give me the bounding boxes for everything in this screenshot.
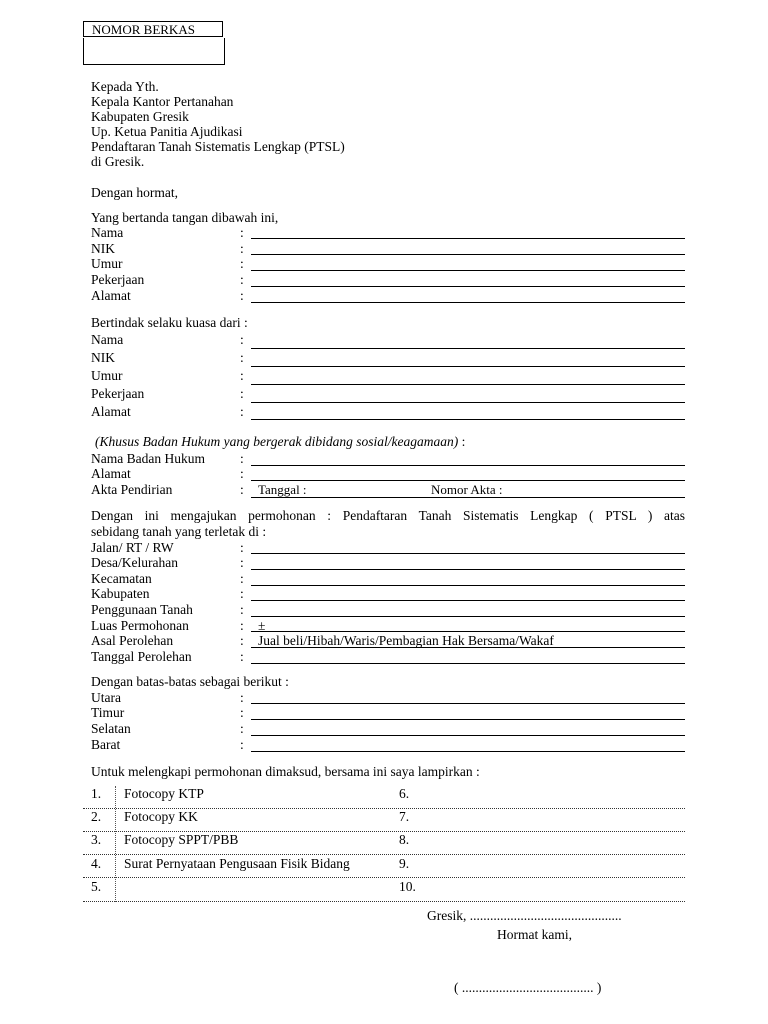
proxy-label-nama: Nama <box>91 332 124 347</box>
colon: : <box>240 386 244 401</box>
colon: : <box>240 368 244 383</box>
address-line-2: Kepala Kantor Pertanahan <box>91 94 234 109</box>
applicant-label-umur: Umur <box>91 256 123 271</box>
land-label-kabupaten: Kabupaten <box>91 586 150 601</box>
legal-entity-intro <box>95 434 465 450</box>
attachment-row-line[interactable] <box>83 854 685 855</box>
boundary-selatan-line[interactable] <box>251 735 685 736</box>
proxy-alamat-line[interactable] <box>251 419 685 420</box>
regards: Hormat kami, <box>497 927 572 942</box>
file-number-label: NOMOR BERKAS <box>83 21 223 37</box>
attachment-item: Surat Pernyataan Pengusaan Fisik Bidang <box>124 856 350 871</box>
attachment-no: 4. <box>91 856 102 871</box>
boundary-utara-line[interactable] <box>251 703 685 704</box>
land-label-desa: Desa/Kelurahan <box>91 555 178 570</box>
attachment-no: 1. <box>91 786 102 801</box>
akta-number-label: Nomor Akta : <box>431 482 503 497</box>
legal-label-address: Alamat <box>91 466 131 481</box>
boundary-timur-line[interactable] <box>251 719 685 720</box>
colon: : <box>240 586 244 601</box>
boundary-label-barat: Barat <box>91 737 121 752</box>
colon: : <box>240 737 244 752</box>
legal-address-line[interactable] <box>251 480 685 481</box>
colon: : <box>240 690 244 705</box>
colon: : <box>240 288 244 303</box>
place-date[interactable]: Gresik, ............................................. <box>427 908 622 923</box>
proxy-label-nik: NIK <box>91 350 115 365</box>
land-luas-line[interactable] <box>251 631 685 632</box>
applicant-nik-line[interactable] <box>251 254 685 255</box>
address-line-3: Kabupaten Gresik <box>91 109 189 124</box>
akta-date-label: Tanggal : <box>258 482 307 497</box>
asal-value: Jual beli/Hibah/Waris/Pembagian Hak Bersama/Wakaf <box>258 633 554 648</box>
proxy-label-alamat: Alamat <box>91 404 131 419</box>
signature-line[interactable]: ( ....................................... ) <box>454 980 602 995</box>
attachment-item: Fotocopy KK <box>124 809 198 824</box>
land-kabupaten-line[interactable] <box>251 600 685 601</box>
greeting: Dengan hormat, <box>91 185 178 200</box>
land-kecamatan-line[interactable] <box>251 585 685 586</box>
luas-value: ± <box>258 618 266 633</box>
land-label-kecamatan: Kecamatan <box>91 571 152 586</box>
attachment-item: Fotocopy KTP <box>124 786 204 801</box>
file-number-field[interactable] <box>83 38 225 65</box>
boundary-label-selatan: Selatan <box>91 721 131 736</box>
land-jalan-line[interactable] <box>251 553 685 554</box>
request-line-1: Dengan ini mengajukan permohonan : Pendaftaran Tanah Sistematis Lengkap ( PTSL ) atas <box>91 508 685 523</box>
applicant-label-nama: Nama <box>91 225 124 240</box>
attachment-row-line[interactable] <box>83 901 685 902</box>
colon: : <box>240 482 244 497</box>
attachment-no: 9. <box>399 856 410 871</box>
land-label-tanggal: Tanggal Perolehan <box>91 649 192 664</box>
colon: : <box>240 332 244 347</box>
colon: : <box>240 404 244 419</box>
land-label-asal: Asal Perolehan <box>91 633 174 648</box>
colon: : <box>240 649 244 664</box>
boundaries-intro: Dengan batas-batas sebagai berikut : <box>91 674 289 689</box>
colon: : <box>240 466 244 481</box>
attachment-no: 5. <box>91 879 102 894</box>
proxy-nama-line[interactable] <box>251 348 685 349</box>
attachment-number-divider <box>115 786 116 902</box>
proxy-label-pekerjaan: Pekerjaan <box>91 386 145 401</box>
proxy-pekerjaan-line[interactable] <box>251 402 685 403</box>
attachment-no: 7. <box>399 809 410 824</box>
applicant-label-nik: NIK <box>91 241 115 256</box>
colon: : <box>240 633 244 648</box>
land-penggunaan-line[interactable] <box>251 616 685 617</box>
applicant-label-alamat: Alamat <box>91 288 131 303</box>
land-label-jalan: Jalan/ RT / RW <box>91 540 174 555</box>
colon: : <box>240 602 244 617</box>
address-line-1: Kepada Yth. <box>91 79 159 94</box>
attachment-no: 10. <box>399 879 416 894</box>
land-label-penggunaan: Penggunaan Tanah <box>91 602 193 617</box>
legal-label-akta: Akta Pendirian <box>91 482 173 497</box>
colon: : <box>240 555 244 570</box>
legal-entity-intro-suffix: : <box>458 434 466 449</box>
colon: : <box>240 705 244 720</box>
boundary-label-timur: Timur <box>91 705 125 720</box>
address-line-6: di Gresik. <box>91 154 145 169</box>
attachment-no: 8. <box>399 832 410 847</box>
address-line-4: Up. Ketua Panitia Ajudikasi <box>91 124 243 139</box>
applicant-alamat-line[interactable] <box>251 302 685 303</box>
applicant-pekerjaan-line[interactable] <box>251 286 685 287</box>
attachment-row-line[interactable] <box>83 877 685 878</box>
attachments-intro: Untuk melengkapi permohonan dimaksud, bersama ini saya lampirkan : <box>91 764 480 779</box>
colon: : <box>240 451 244 466</box>
proxy-intro: Bertindak selaku kuasa dari : <box>91 315 248 330</box>
request-line-2: sebidang tanah yang terletak di : <box>91 524 267 539</box>
legal-name-line[interactable] <box>251 465 685 466</box>
land-tanggal-line[interactable] <box>251 663 685 664</box>
proxy-nik-line[interactable] <box>251 366 685 367</box>
colon: : <box>240 540 244 555</box>
colon: : <box>240 241 244 256</box>
attachment-item: Fotocopy SPPT/PBB <box>124 832 239 847</box>
colon: : <box>240 256 244 271</box>
colon: : <box>240 618 244 633</box>
address-line-5: Pendaftaran Tanah Sistematis Lengkap (PTSL) <box>91 139 345 154</box>
applicant-nama-line[interactable] <box>251 238 685 239</box>
proxy-umur-line[interactable] <box>251 384 685 385</box>
proxy-label-umur: Umur <box>91 368 123 383</box>
attachment-no: 6. <box>399 786 410 801</box>
attachment-no: 3. <box>91 832 102 847</box>
colon: : <box>240 272 244 287</box>
land-desa-line[interactable] <box>251 569 685 570</box>
colon: : <box>240 571 244 586</box>
applicant-intro: Yang bertanda tangan dibawah ini, <box>91 210 279 225</box>
colon: : <box>240 350 244 365</box>
land-label-luas: Luas Permohonan <box>91 618 189 633</box>
colon: : <box>240 225 244 240</box>
boundary-label-utara: Utara <box>91 690 121 705</box>
applicant-umur-line[interactable] <box>251 270 685 271</box>
legal-label-name: Nama Badan Hukum <box>91 451 205 466</box>
legal-entity-intro-text: (Khusus Badan Hukum yang bergerak dibidang sosial/keagamaan) <box>95 434 459 449</box>
applicant-label-pekerjaan: Pekerjaan <box>91 272 145 287</box>
attachment-no: 2. <box>91 809 102 824</box>
colon: : <box>240 721 244 736</box>
boundary-barat-line[interactable] <box>251 751 685 752</box>
